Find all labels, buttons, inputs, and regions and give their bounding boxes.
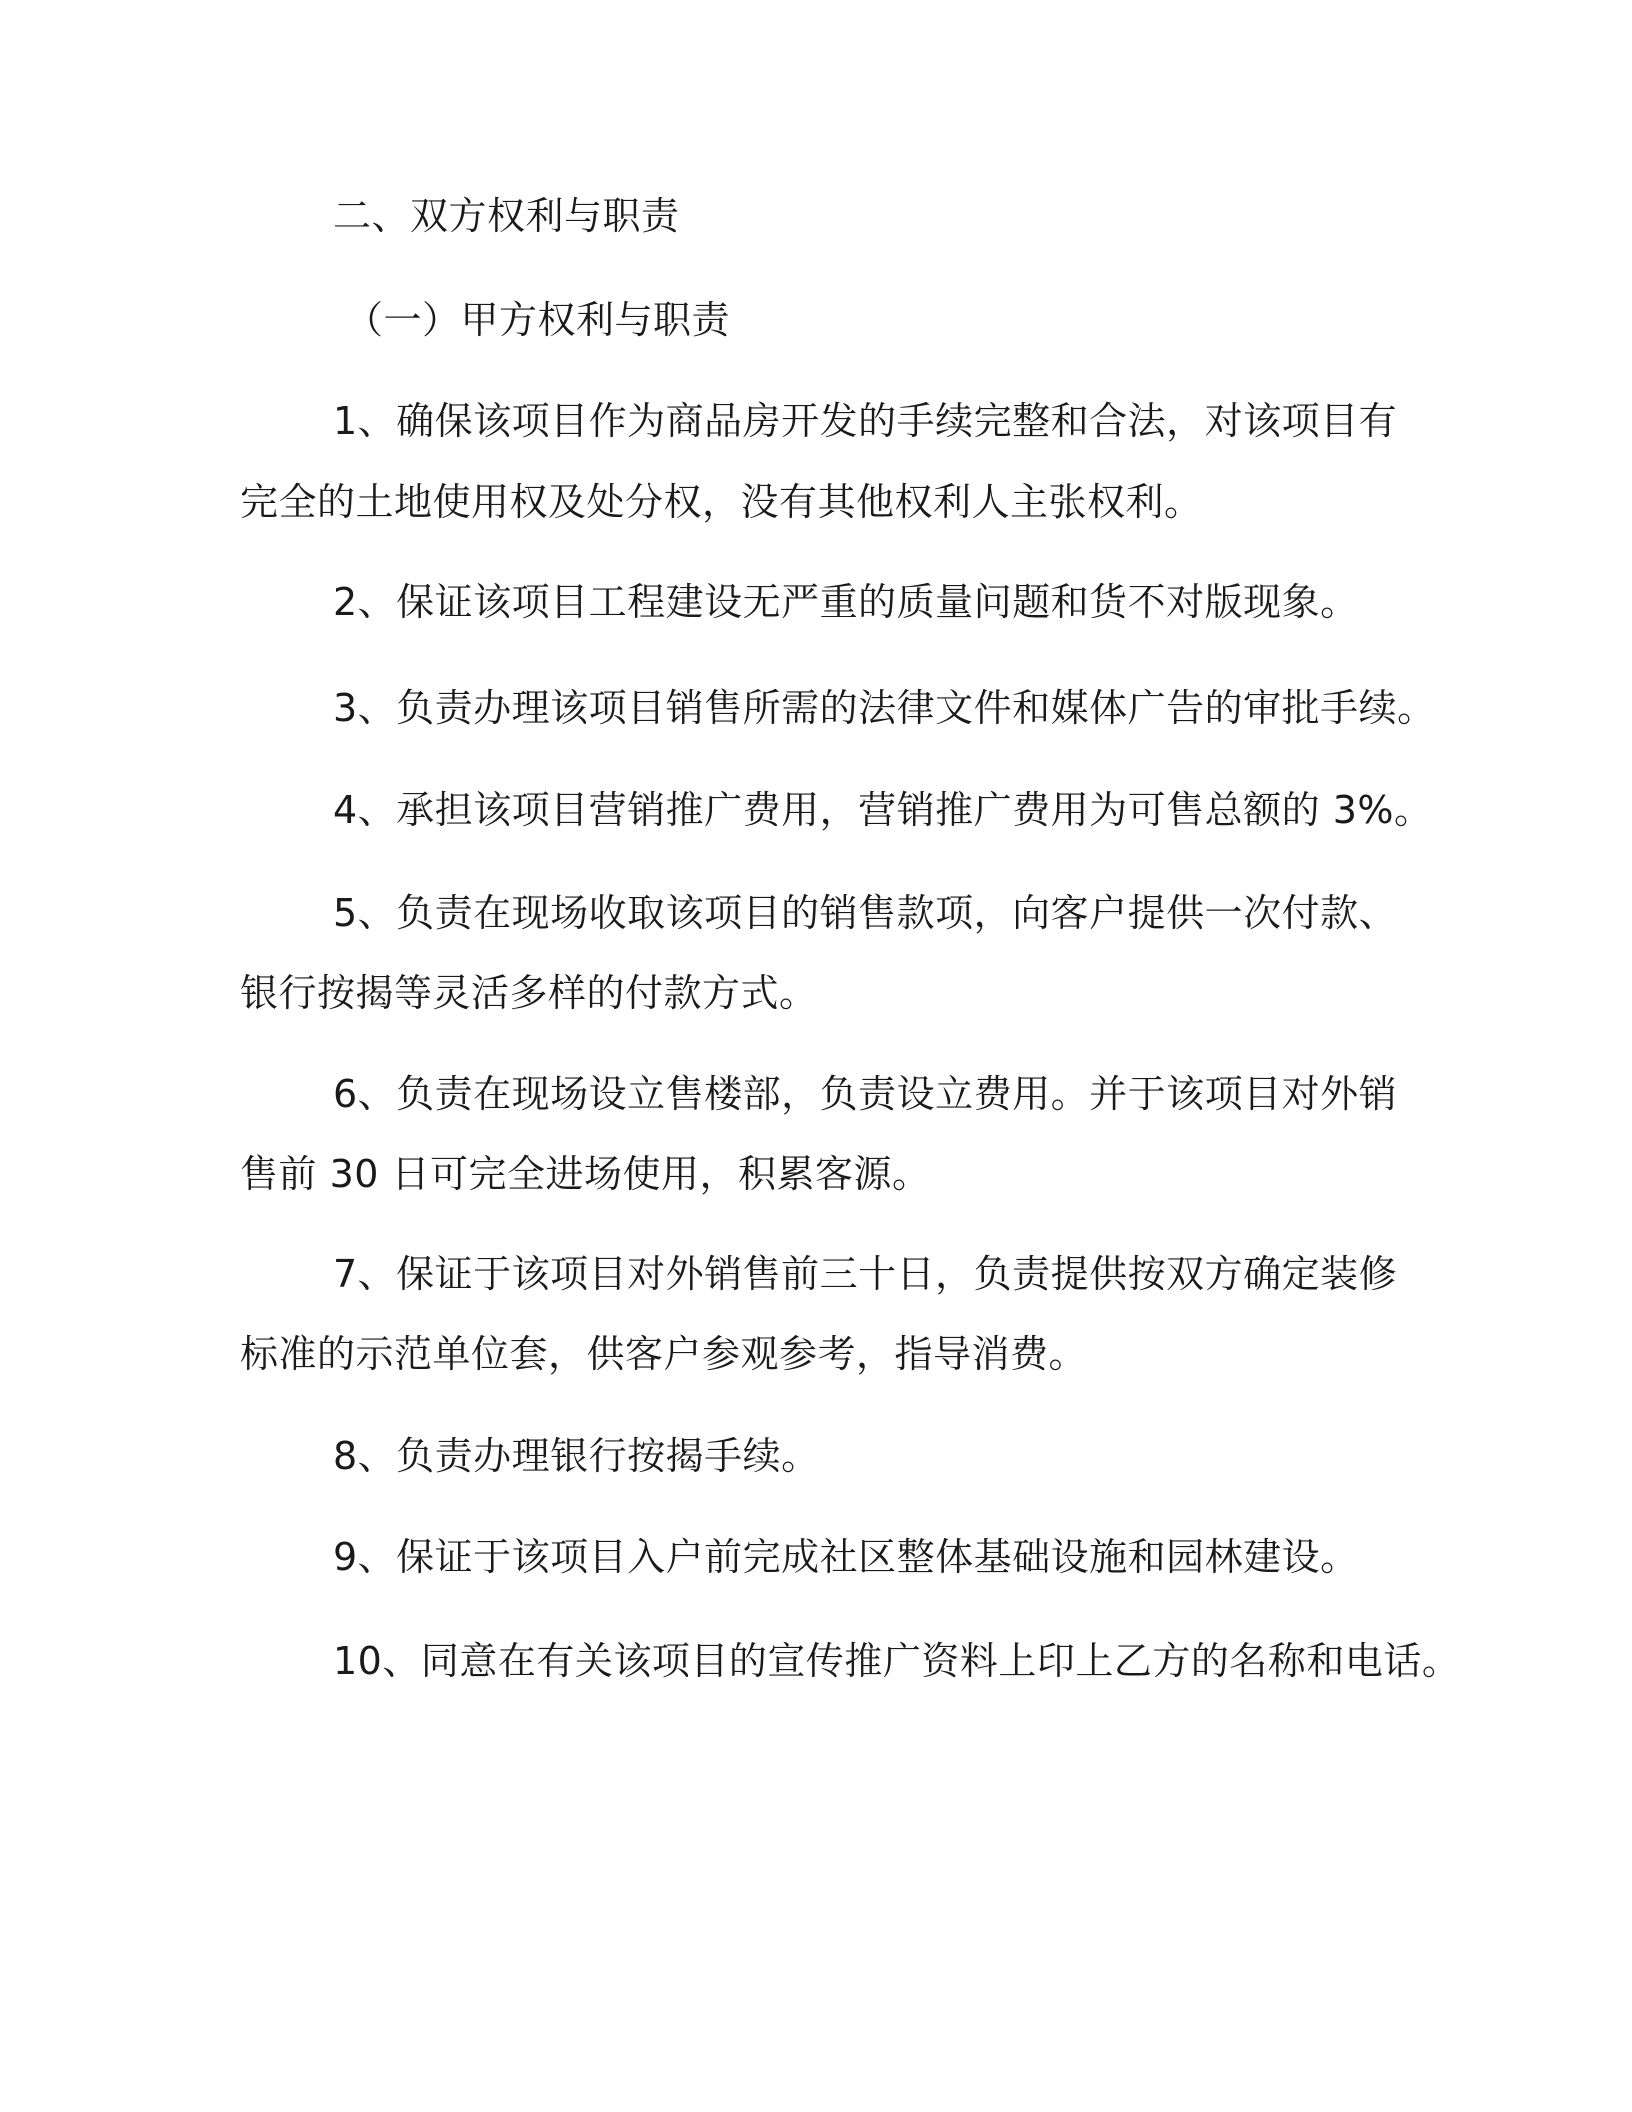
item-6-line-1: 6、负责在现场设立售楼部，负责设立费用。并于该项目对外销 [333,1072,1398,1116]
item-2-line-1: 2、保证该项目工程建设无严重的质量问题和货不对版现象。 [333,580,1359,624]
section-heading: 二、双方权利与职责 [333,194,680,238]
item-7-line-1: 7、保证于该项目对外销售前三十日，负责提供按双方确定装修 [333,1252,1398,1296]
item-1-line-1: 1、确保该项目作为商品房开发的手续完整和合法，对该项目有 [333,399,1398,443]
item-3-line-1: 3、负责办理该项目销售所需的法律文件和媒体广告的审批手续。 [333,686,1436,730]
item-8-line-1: 8、负责办理银行按揭手续。 [333,1434,820,1478]
item-5-line-1: 5、负责在现场收取该项目的销售款项，向客户提供一次付款、 [333,891,1398,935]
item-7-line-2: 标准的示范单位套，供客户参观参考，指导消费。 [240,1332,1088,1376]
subsection-heading: （一）甲方权利与职责 [345,298,731,342]
item-4-line-1: 4、承担该项目营销推广费用，营销推广费用为可售总额的 3%。 [333,788,1433,832]
item-6-line-2: 售前 30 日可完全进场使用，积累客源。 [240,1152,931,1196]
item-10-line-1: 10、同意在有关该项目的宣传推广资料上印上乙方的名称和电话。 [333,1639,1461,1683]
item-5-line-2: 银行按揭等灵活多样的付款方式。 [240,971,818,1015]
item-9-line-1: 9、保证于该项目入户前完成社区整体基础设施和园林建设。 [333,1535,1359,1579]
item-1-line-2: 完全的土地使用权及处分权，没有其他权利人主张权利。 [240,480,1203,524]
